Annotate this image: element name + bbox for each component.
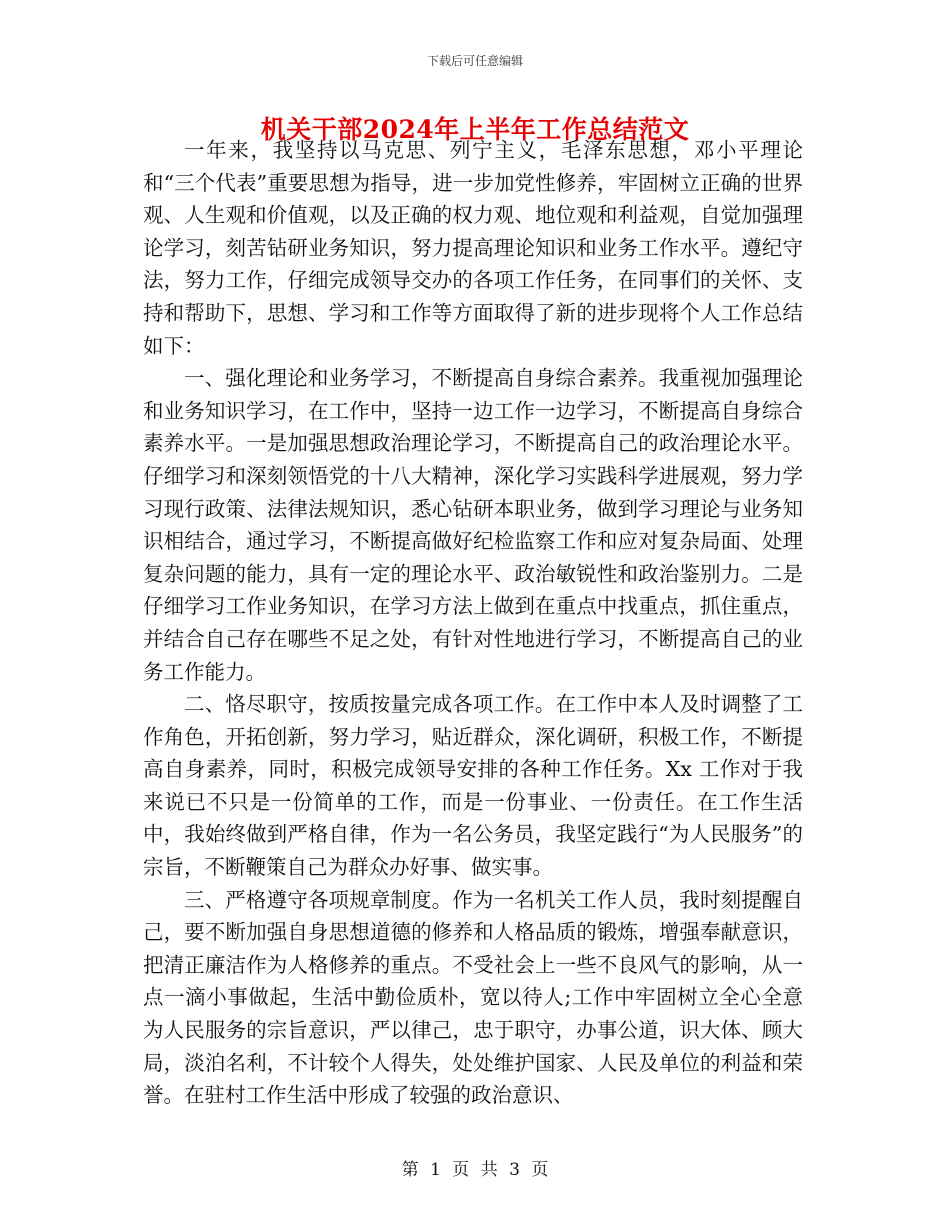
header-note: 下载后可任意编辑	[426, 54, 523, 68]
document-body	[143, 134, 803, 1112]
paragraph-section-1: 一、强化理论和业务学习，不断提高自身综合素养。我重视加强理论和业务知识学习，在工作中，坚持一边工作一边学习，不断提高自身综合素养水平。一是加强思想政治理论学习，不断提高自己的政治理论水平。仔细学习和深刻领悟党的十八大精神，深化学习实践科学进展观，努力学习现行政策、法律法规知识，悉心钻研本职业务，做到学习理论与业务知识相结合，通过学习，不断提高做好纪检监察工作和应对复杂局面、处理复杂问题的能力，具有一定的理论水平、政治敏锐性和政治鉴别力。二是仔细学习工作业务知识，在学习方法上做到在重点中找重点，抓住重点，并结合自己存在哪些不足之处，有针对性地进行学习，不断提高自己的业务工作能力。	[143, 366, 803, 684]
page-number-footer: 第 1 页 共 3 页	[401, 1160, 549, 1180]
paragraph-section-3: 三、严格遵守各项规章制度。作为一名机关工作人员，我时刻提醒自己，要不断加强自身思想道德的修养和人格品质的锻炼，增强奉献意识，把清正廉洁作为人格修养的重点。不受社会上一些不良风气的影响，从一点一滴小事做起，生活中勤俭质朴，宽以待人;工作中牢固树立全心全意为人民服务的宗旨意识，严以律己，忠于职守，办事公道，识大体、顾大局，淡泊名利，不计较个人得失，处处维护国家、人民及单位的利益和荣誉。在驻村工作生活中形成了较强的政治意识、	[143, 887, 803, 1108]
paragraph-intro: 一年来，我坚持以马克思、列宁主义，毛泽东思想，邓小平理论和“三个代表”重要思想为指导，进一步加党性修养，牢固树立正确的世界观、人生观和价值观，以及正确的权力观、地位观和利益观，自觉加强理论学习，刻苦钻研业务知识，努力提高理论知识和业务工作水平。遵纪守法，努力工作，仔细完成领导交办的各项工作任务，在同事们的关怀、支持和帮助下，思想、学习和工作等方面取得了新的进步现将个人工作总结如下：	[143, 138, 803, 358]
paragraph-section-2: 二、恪尽职守，按质按量完成各项工作。在工作中本人及时调整了工作角色，开拓创新，努力学习，贴近群众，深化调研，积极工作，不断提高自身素养，同时，积极完成领导安排的各种工作任务。Xx 工作对于我来说已不只是一份简单的工作，而是一份事业、一份责任。在工作生活中，我始终做到严格自律，作为一名公务员，我坚定践行“为人民服务”的宗旨，不断鞭策自己为群众办好事、做实事。	[143, 692, 803, 880]
document-title: 机关干部2024年上半年工作总结范文	[260, 115, 690, 144]
